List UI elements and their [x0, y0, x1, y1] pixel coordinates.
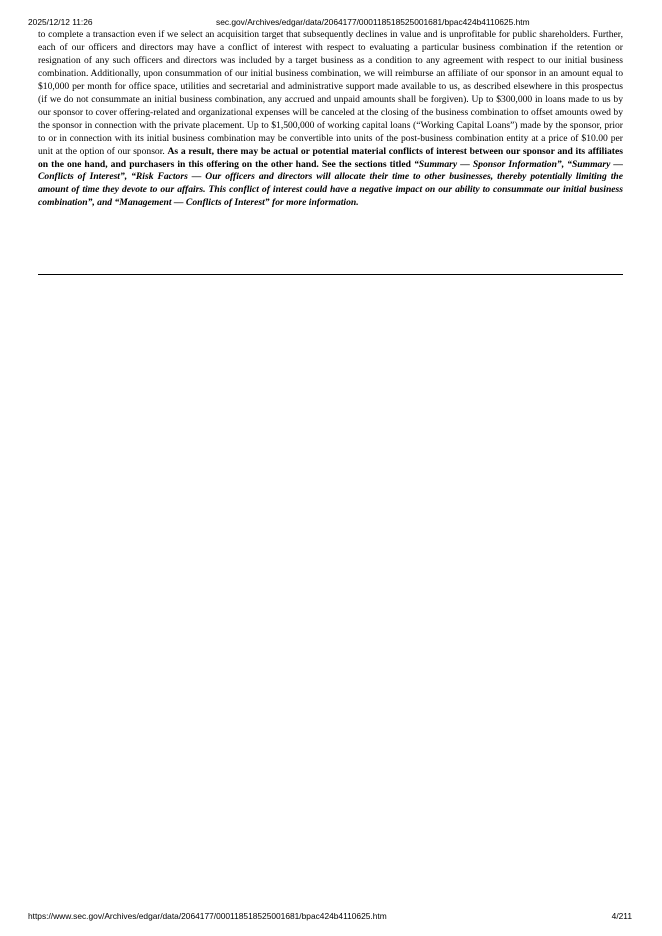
paragraph-regular-text: to complete a transaction even if we select an acquisition target that subsequently declines in value and is unprofitable for public shareholders. Further, each of our officers and directors may have a conflict of interest with respect to evaluating a particular business combination if the retention or resignation of any such officers and directors was included by a target business as a condition to any agreement with respect to our initial business combination. Additionally, upon consummation of our initial business combination, we will reimburse an affiliate of our sponsor in an amount equal to $10,000 per month for office space, utilities and secretarial and administrative support made available to us, as described elsewhere in this prospectus (if we do not consummate an initial business combination, any accrued and unpaid amounts shall be forgiven). Up to $300,000 in loans made to us by our sponsor to cover offering-related and organizational expenses will be canceled at the closing of the business combination to offset amounts owed by the sponsor in connection with the private placement. Up to $1,500,000 of working capital loans (“Working Capital Loans”) made by the sponsor, prior to or in connection with its initial business combination may be convertible into units of the post-business combination entity at a price of $10.00 per unit at the option of our sponsor.	[38, 29, 623, 157]
paragraph-bold-text: As a result, there may be actual or potential material conflicts of interest between our sponsor and its affiliates on the one hand, and purchasers in this offering on the other hand. See the sections titled	[38, 145, 623, 170]
section-divider	[38, 274, 623, 275]
print-datetime: 2025/12/12 11:26	[28, 17, 93, 27]
document-body	[38, 29, 623, 210]
page-number: 4/211	[611, 911, 632, 921]
print-header	[0, 15, 662, 29]
print-footer	[0, 909, 662, 923]
paragraph-bold-italic-text: “Summary — Sponsor Information”, “Summary — Conflicts of Interest”, “Risk Factors — Our officers and directors will allocate their time to other businesses, thereby potentially limiting the amount of time they devote to our affairs. This conflict of interest could have a negative impact on our ability to consummate our initial business combination”, and “Management — Conflicts of Interest” for more information.	[38, 158, 623, 209]
body-paragraph	[38, 29, 623, 210]
print-page-title: sec.gov/Archives/edgar/data/2064177/000118518525001681/bpac424b4110625.htm	[216, 17, 530, 27]
print-url: https://www.sec.gov/Archives/edgar/data/2064177/000118518525001681/bpac424b4110625.htm	[28, 911, 387, 921]
